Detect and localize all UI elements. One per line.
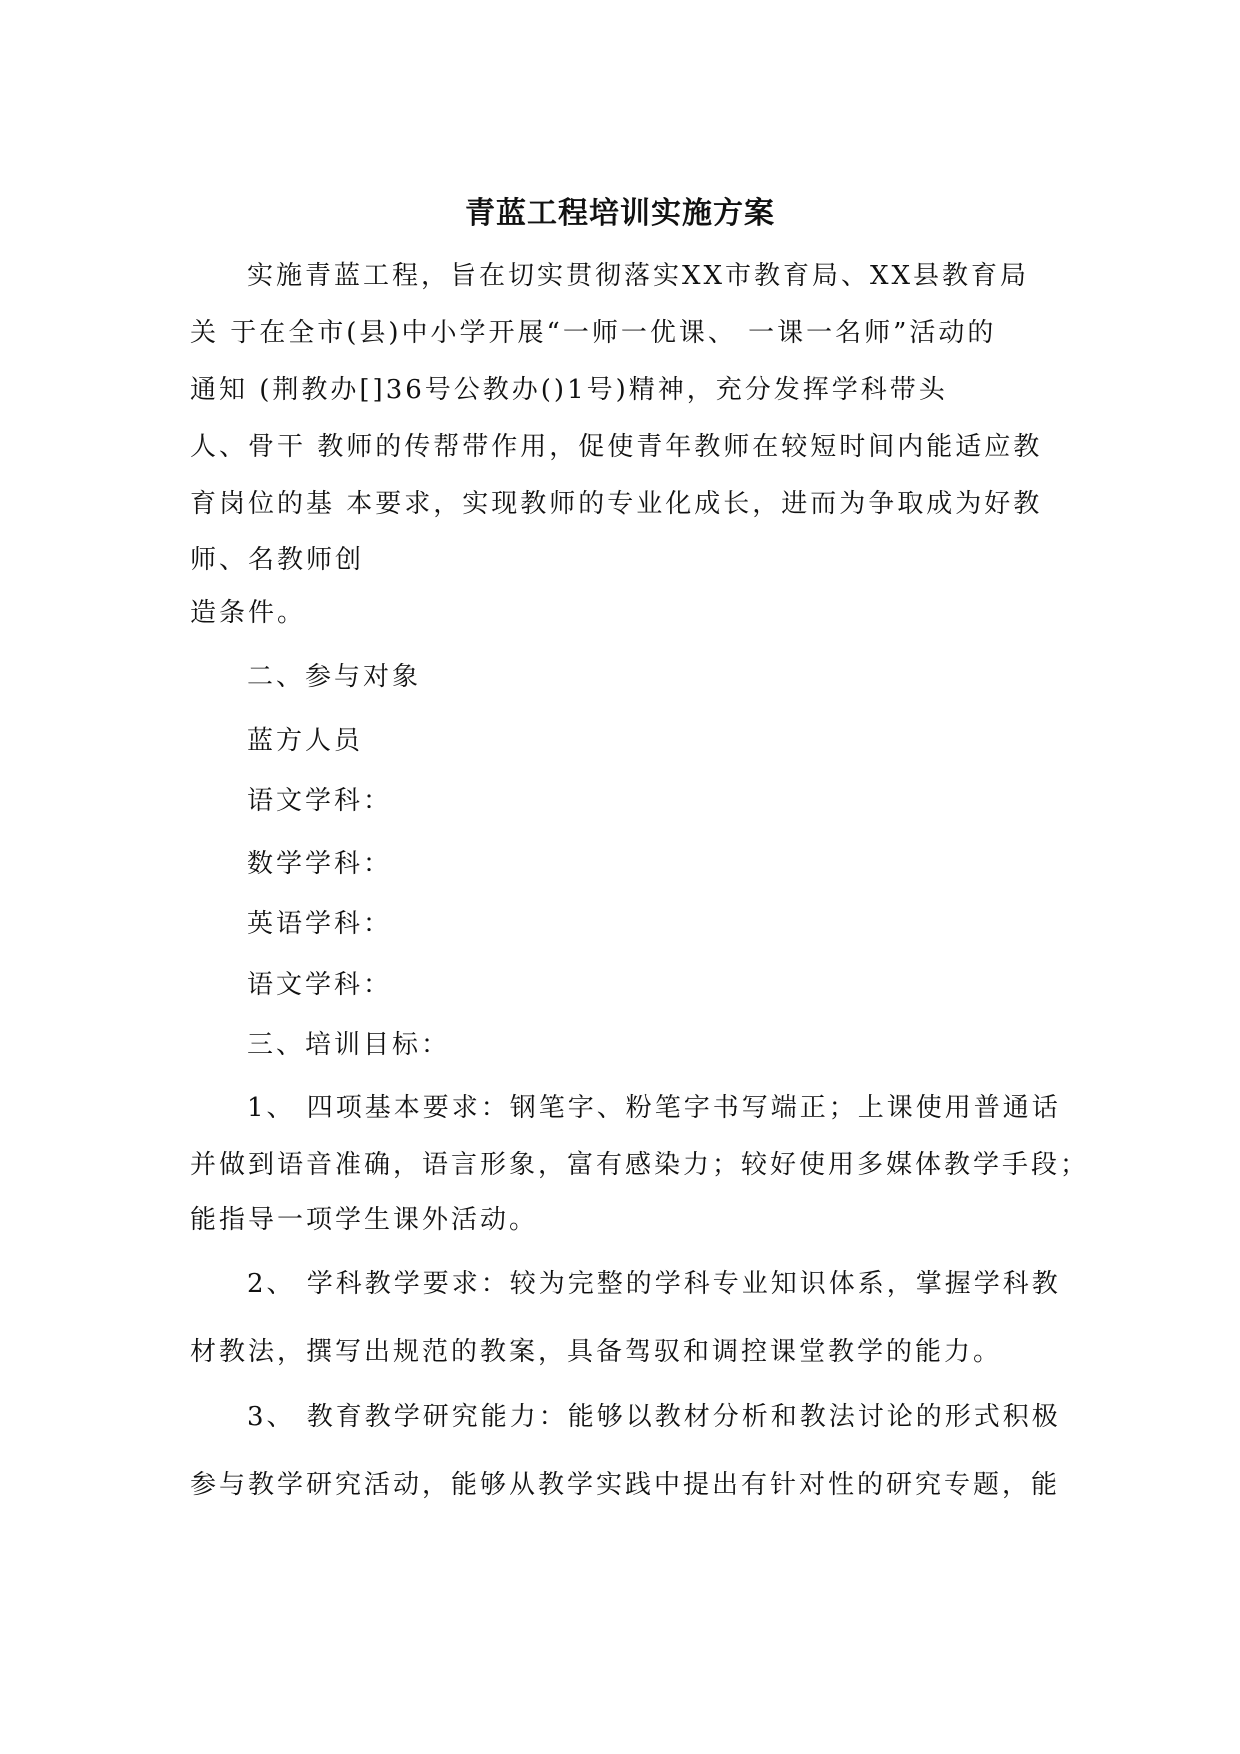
list-item: 语文学科： [247,970,393,1000]
list-item: 蓝方人员 [247,726,364,756]
list-item: 语文学科： [247,786,393,816]
document-title: 青蓝工程培训实施方案 [465,196,775,231]
section-heading: 二、参与对象 [247,662,422,692]
paragraph-line: 人、骨干 教师的传帮带作用，促使青年教师在较短时间内能适应教 [190,432,1043,462]
paragraph-line: 3、 教育教学研究能力：能够以教材分析和教法讨论的形式积极 [247,1402,1061,1432]
paragraph-line: 师、名教师创 [190,545,365,575]
section-heading: 三、培训目标： [247,1030,451,1060]
paragraph-line: 材教法，撰写出规范的教案，具备驾驭和调控课堂教学的能力。 [190,1337,1003,1367]
paragraph-line: 参与教学研究活动，能够从教学实践中提出有针对性的研究专题，能 [190,1470,1061,1500]
list-item: 数学学科： [247,849,393,879]
paragraph-line: 能指导一项学生课外活动。 [190,1205,539,1235]
paragraph-line: 关 于在全市(县)中小学开展“一师一优课、 一课一名师”活动的 [190,318,997,348]
paragraph-line: 造条件。 [190,598,307,628]
paragraph-line: 实施青蓝工程，旨在切实贯彻落实XX市教育局、XX县教育局 [247,261,1030,291]
paragraph-line: 1、 四项基本要求：钢笔字、粉笔字书写端正；上课使用普通话 [247,1093,1061,1123]
paragraph-line: 育岗位的基 本要求，实现教师的专业化成长，进而为争取成为好教 [190,489,1043,519]
list-item: 英语学科： [247,909,393,939]
paragraph-line: 2、 学科教学要求：较为完整的学科专业知识体系，掌握学科教 [247,1269,1061,1299]
paragraph-line: 通知 (荆教办[]36号公教办()1号)精神，充分发挥学科带头 [190,375,948,405]
paragraph-line: 并做到语音准确，语言形象，富有感染力；较好使用多媒体教学手段； [190,1150,1090,1180]
